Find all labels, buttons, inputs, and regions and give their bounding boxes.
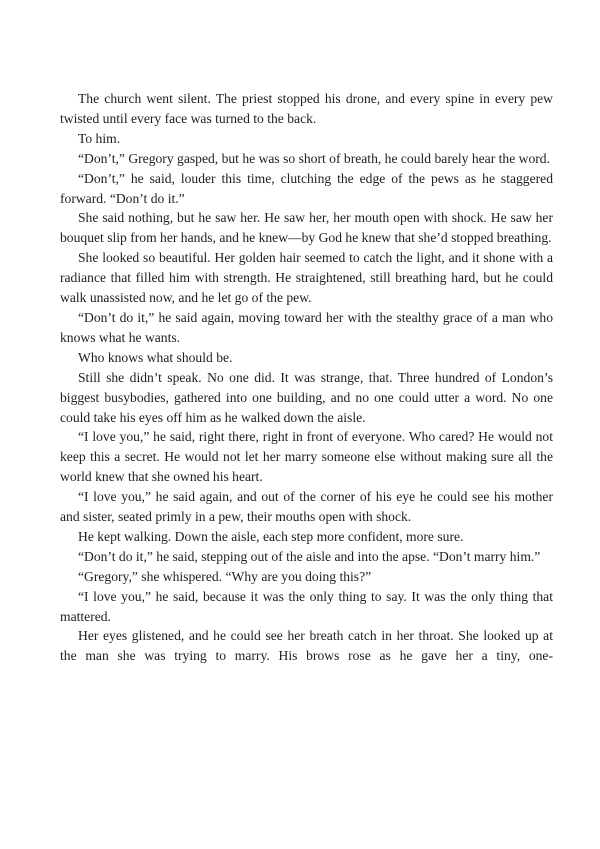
paragraph: The church went silent. The priest stopped his drone, and every spine in every pew twisted until every face was turned to the back. (60, 91, 553, 126)
page-body-text (60, 89, 553, 666)
paragraph: “Gregory,” she whispered. “Why are you doing this?” (78, 568, 372, 584)
paragraph: Still she didn’t speak. No one did. It was strange, that. Three hundred of London’s biggest busybodies, gathered into one building, and no one could utter a word. No one could take his eyes off him as he walked down the aisle. (60, 369, 553, 425)
paragraph: “I love you,” he said again, and out of the corner of his eye he could see his mother and sister, seated primly in a pew, their mouths open with shock. (60, 489, 553, 525)
paragraph: “I love you,” he said, right there, right in front of everyone. Who cared? He would not keep this a secret. He would not let her marry someone else without making sure all the world knew that she owned his heart. (60, 429, 553, 485)
paragraph: She looked so beautiful. Her golden hair seemed to catch the light, and it shone with a radiance that filled him with strength. He straightened, still breathing hard, but he could walk unassisted now, and he let go of the pew. (60, 250, 553, 306)
paragraph: “Don’t,” Gregory gasped, but he was so short of breath, he could barely hear the word. (78, 150, 550, 166)
paragraph: He kept walking. Down the aisle, each step more confident, more sure. (78, 528, 464, 544)
paragraph: To him. (78, 130, 121, 146)
paragraph: Who knows what should be. (78, 349, 233, 365)
paragraph-continued: Her eyes glistened, and he could see her breath catch in her throat. She looked up at the man she was trying to marry. His brows rose as he gave her a tiny, one- (60, 628, 553, 664)
paragraph: “Don’t do it,” he said, stepping out of the aisle and into the apse. “Don’t marry him.” (78, 548, 541, 564)
paragraph: “Don’t,” he said, louder this time, clutching the edge of the pews as he staggered forward. “Don’t do it.” (60, 170, 553, 206)
paragraph: “Don’t do it,” he said again, moving toward her with the stealthy grace of a man who knows what he wants. (60, 309, 553, 345)
paragraph: “I love you,” he said, because it was the only thing to say. It was the only thing that mattered. (60, 588, 553, 624)
paragraph: She said nothing, but he saw her. He saw her, her mouth open with shock. He saw her bouquet slip from her hands, and he knew—by God he knew that she’d stopped breathing. (60, 210, 553, 246)
